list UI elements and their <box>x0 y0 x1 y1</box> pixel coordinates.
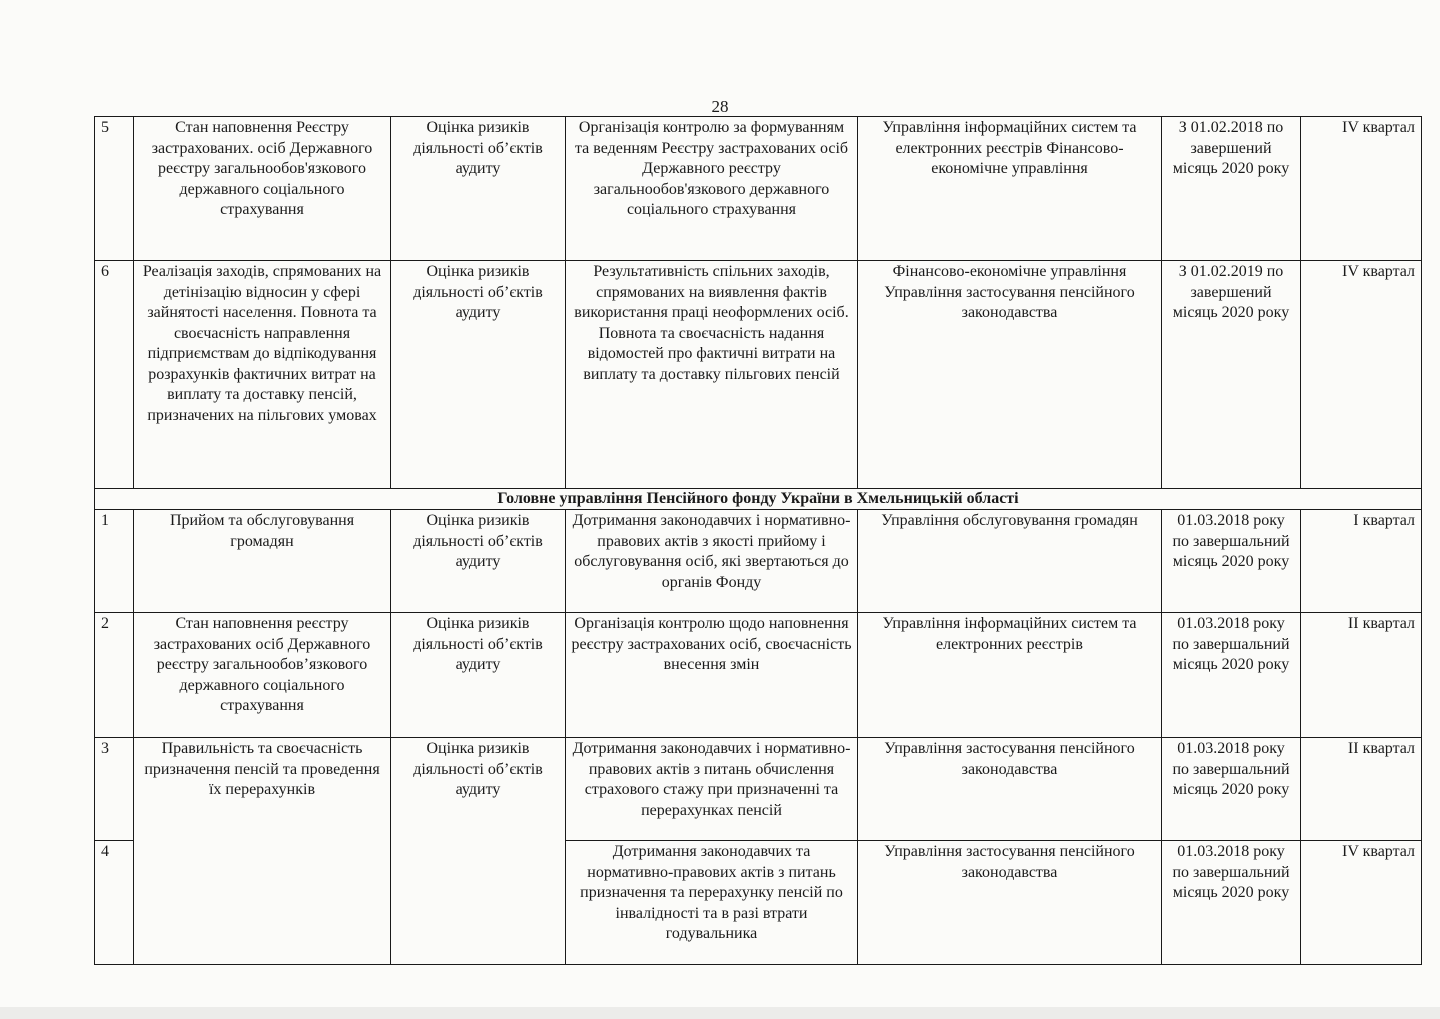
table-row <box>95 738 1422 841</box>
audit-period: З 01.02.2019 по завершений місяць 2020 року <box>1162 261 1301 489</box>
row-number: 5 <box>95 117 134 261</box>
audit-plan-table <box>94 116 1422 965</box>
audit-subject: Правильність та своєчасність призначення пенсій та проведення їх перерахунків <box>134 738 391 965</box>
table-row <box>95 510 1422 613</box>
audit-period: 01.03.2018 року по завершальний місяць 2020 року <box>1162 738 1301 841</box>
audit-goal: Дотримання законодавчих та нормативно-правових актів з питань призначення та перерахунку пенсій по інвалідності та в разі втрати годувальника <box>566 841 858 965</box>
audit-executor: Управління застосування пенсійного законодавства <box>858 738 1162 841</box>
audit-period: З 01.02.2018 по завершений місяць 2020 року <box>1162 117 1301 261</box>
table-row <box>95 117 1422 261</box>
row-number: 4 <box>95 841 134 965</box>
row-number: 6 <box>95 261 134 489</box>
audit-executor: Фінансово-економічне управління Управління застосування пенсійного законодавства <box>858 261 1162 489</box>
audit-period: 01.03.2018 року по завершальний місяць 2020 року <box>1162 841 1301 965</box>
audit-subject: Прийом та обслуговування громадян <box>134 510 391 613</box>
audit-quarter: II квартал <box>1301 738 1422 841</box>
scan-bottom-edge <box>0 1007 1440 1019</box>
audit-goal: Дотримання законодавчих і нормативно-правових актів з якості прийому і обслуговування осіб, які звертаються до органів Фонду <box>566 510 858 613</box>
table-row <box>95 613 1422 738</box>
audit-executor: Управління інформаційних систем та електронних реєстрів Фінансово-економічне управління <box>858 117 1162 261</box>
audit-subject: Реалізація заходів, спрямованих на детінізацію відносин у сфері зайнятості населення. Повнота та своєчасність направлення підприємствам до відпікодування розрахунків фактичних витрат на виплату та доставку пенсій, призначених на пільгових умовах <box>134 261 391 489</box>
audit-goal: Дотримання законодавчих і нормативно-правових актів з питань обчислення страхового стажу при призначенні та перерахунках пенсій <box>566 738 858 841</box>
audit-method: Оцінка ризиків діяльності об’єктів аудиту <box>391 510 566 613</box>
audit-executor: Управління інформаційних систем та електронних реєстрів <box>858 613 1162 738</box>
audit-goal: Організація контролю за формуванням та веденням Реєстру застрахованих осіб Державного реєстру загальнообов'язкового державного соціального страхування <box>566 117 858 261</box>
section-title: Головне управління Пенсійного фонду України в Хмельницькій області <box>95 489 1422 510</box>
row-number: 1 <box>95 510 134 613</box>
section-row <box>95 489 1422 510</box>
audit-method: Оцінка ризиків діяльності об’єктів аудиту <box>391 738 566 965</box>
audit-method: Оцінка ризиків діяльності об’єктів аудиту <box>391 613 566 738</box>
audit-quarter: I квартал <box>1301 510 1422 613</box>
row-number: 2 <box>95 613 134 738</box>
audit-executor: Управління обслуговування громадян <box>858 510 1162 613</box>
audit-goal: Організація контролю щодо наповнення реєстру застрахованих осіб, своєчасність внесення змін <box>566 613 858 738</box>
audit-goal: Результативність спільних заходів, спрямованих на виявлення фактів використання праці неоформлених осіб. Повнота та своєчасність надання відомостей про фактичні витрати на виплату та доставку пільгових пенсій <box>566 261 858 489</box>
audit-quarter: IV квартал <box>1301 841 1422 965</box>
audit-subject: Стан наповнення Реєстру застрахованих. осіб Державного реєстру загальнообов'язкового державного соціального страхування <box>134 117 391 261</box>
page-number: 28 <box>711 97 729 116</box>
audit-subject: Стан наповнення реєстру застрахованих осіб Державного реєстру загальнообов’язкового державного соціального страхування <box>134 613 391 738</box>
audit-period: 01.03.2018 року по завершальний місяць 2020 року <box>1162 510 1301 613</box>
audit-quarter: IV квартал <box>1301 117 1422 261</box>
audit-period: 01.03.2018 року по завершальний місяць 2020 року <box>1162 613 1301 738</box>
audit-method: Оцінка ризиків діяльності об’єктів аудиту <box>391 117 566 261</box>
audit-quarter: II квартал <box>1301 613 1422 738</box>
row-number: 3 <box>95 738 134 841</box>
audit-quarter: IV квартал <box>1301 261 1422 489</box>
table-row <box>95 261 1422 489</box>
audit-executor: Управління застосування пенсійного законодавства <box>858 841 1162 965</box>
audit-method: Оцінка ризиків діяльності об’єктів аудиту <box>391 261 566 489</box>
